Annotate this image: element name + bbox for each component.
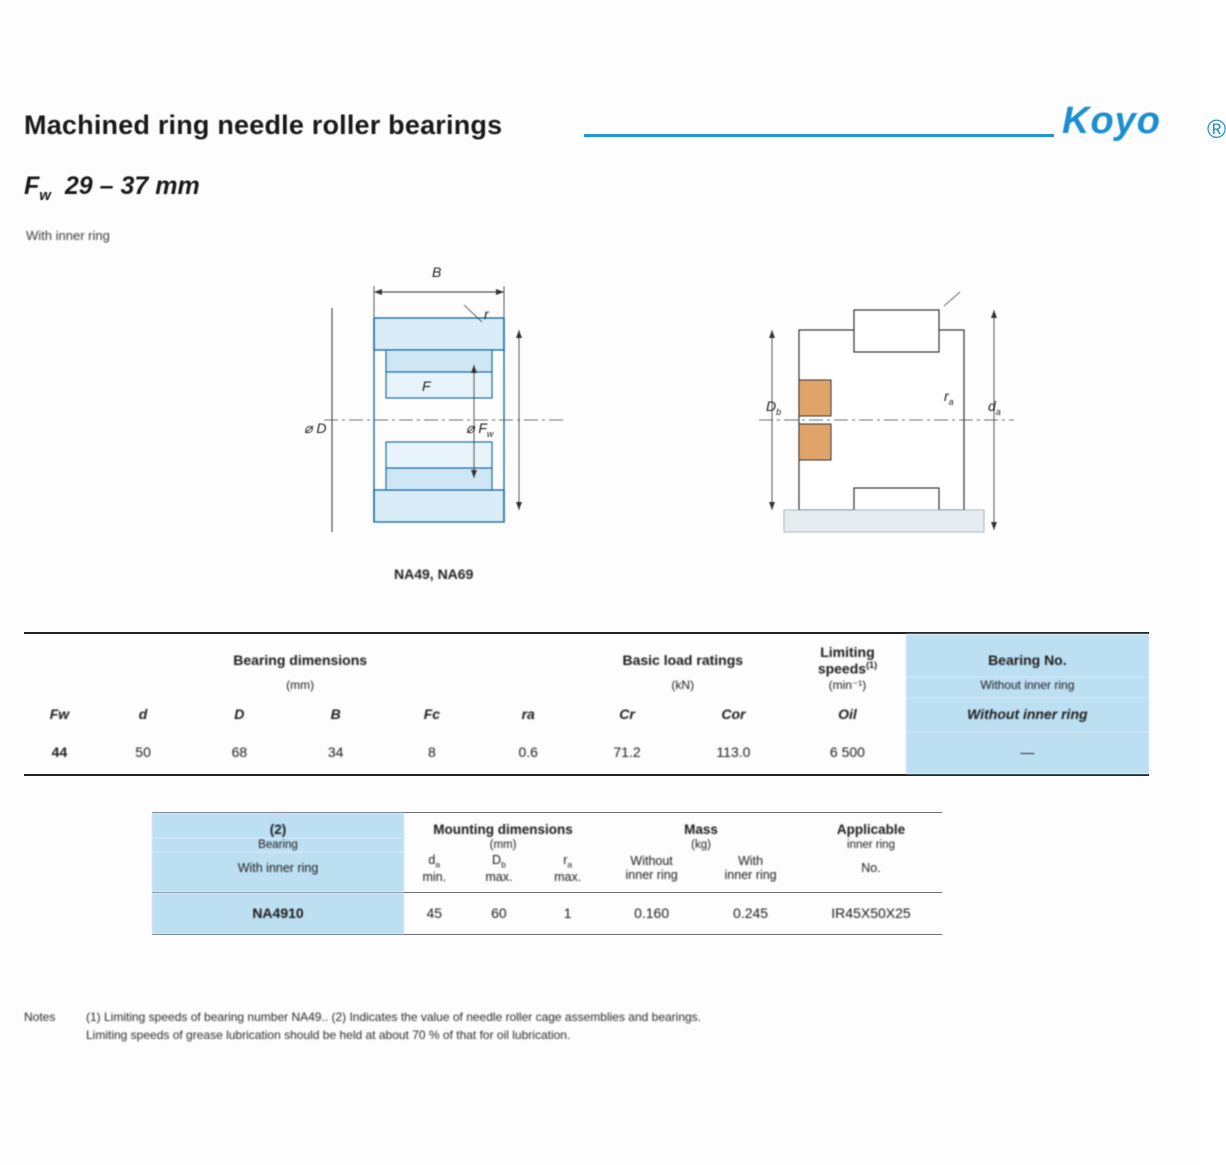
col-header-d: d [138,705,148,722]
footnotes [24,1008,1134,1044]
sub-cell-da: 45 [426,904,443,921]
sub-group-applicable-2: inner ring [847,839,895,851]
sub-cell-mass-without: 0.160 [634,904,670,921]
cell-fc: 8 [428,743,436,760]
label-bore-D: ⌀ D [304,420,327,436]
figure-caption: NA49, NA69 [394,566,474,582]
cell-bearing-no-without: — [906,732,1149,775]
subtitle-range: 29 – 37 mm [64,172,200,200]
table-group-header-row [24,633,1149,677]
footnote-line-2: Limiting speeds of grease lubrication should be held at about 70 % of that for oil lubrication. [86,1028,571,1042]
col-header-D: D [234,705,245,722]
group-unit-bearing-no: Without inner ring [906,677,1149,698]
sub-group-applicable-1: Applicable [836,822,906,837]
sub-col-header-bearing-with-inner-ring: With inner ring [152,852,404,892]
cell-cor: 113.0 [716,743,751,760]
header-note: With inner ring [26,228,110,243]
label-ra: $r_a$ [944,388,954,407]
technical-drawings [24,264,1176,610]
sub-col-header-da: $d_a$ min. [404,852,465,892]
label-width-B: B [432,264,442,280]
cell-ra: 0.6 [518,743,538,760]
cell-fw: 44 [51,743,68,760]
sub-cell-db: 60 [491,904,507,921]
table-row [24,732,1149,775]
brand-logo: Koyo [1062,100,1161,142]
group-header-load-ratings: Basic load ratings [622,652,744,669]
sub-column-header-row [152,852,942,892]
col-header-ra: ra [521,705,535,722]
group-header-limiting-speeds: Limiting speeds$^{(1)}$ [817,644,878,677]
sub-col-header-applicable-no: No. [800,852,942,892]
footnote-label: Notes [24,1010,56,1024]
subtitle [24,172,200,204]
label-da: $d_a$ [988,398,1001,417]
cell-D: 68 [231,743,248,760]
sub-cell-bearing-no: NA4910 [152,892,404,934]
sub-group-unit-mounting: (mm) [489,839,517,851]
group-unit-limiting-speeds: (min⁻¹) [828,677,867,692]
bearing-data-table [24,632,1149,776]
mounting-data-table [152,812,942,935]
header-divider-line [584,134,1054,137]
sub-table-row [152,892,942,934]
sub-col-header-ra: $r_a$ max. [533,852,602,892]
col-header-B: B [330,705,341,722]
sub-cell-mass-with: 0.245 [733,904,769,921]
sub-group-note: (2) [152,813,404,839]
mounting-dimensions-drawing [744,270,1024,600]
bearing-cross-section-drawing [304,264,574,600]
sub-col-header-mass-without: Without inner ring [602,852,701,892]
col-header-oil: Oil [838,705,857,722]
label-height-F: F [422,378,431,394]
group-unit-dimensions: (mm) [286,677,315,692]
group-header-bearing-no: Bearing No. [906,633,1149,677]
table-column-header-row [24,698,1149,732]
sub-group-mass: Mass [684,822,718,837]
sub-col-header-mass-with: With inner ring [701,852,800,892]
sub-cell-ra: 1 [563,904,572,921]
subtitle-symbol-subscript: w [39,187,51,204]
sub-group-unit-row [152,838,942,852]
col-header-without-inner-ring: Without inner ring [906,698,1149,732]
sub-group-label-bearing: Bearing [152,838,404,852]
cell-d: 50 [135,743,151,760]
sub-group-header-row [152,813,942,839]
footnote-line-1: Notes (1) Limiting speeds of bearing number NA49.. (2) Indicates the value of needle roller cage assemblies and bearings. [24,1010,702,1024]
sub-group-mounting: Mounting dimensions [433,822,573,837]
brand-trademark-icon: ® [1207,114,1226,144]
table-group-unit-row [24,677,1149,698]
col-header-cr: Cr [619,705,635,722]
subtitle-symbol: F [24,172,40,200]
label-Db: $D_b$ [766,398,782,417]
sub-group-unit-mass: (kg) [691,839,711,851]
cell-cr: 71.2 [613,743,641,760]
sub-col-header-db: $D_b$ max. [465,852,534,892]
cell-oil: 6 500 [829,743,865,760]
page-title: Machined ring needle roller bearings [24,110,503,140]
group-header-dimensions: Bearing dimensions [233,652,368,669]
sub-cell-applicable-inner-ring: IR45X50X25 [831,904,911,921]
group-unit-load-ratings: (kN) [671,677,695,692]
label-chamfer-r: r [484,306,489,322]
page-header [24,100,1226,170]
label-fw: ⌀ $F_w$ [466,420,494,439]
cell-B: 34 [327,743,344,760]
col-header-fc: Fc [423,705,441,722]
col-header-fw: Fw [49,705,70,722]
col-header-cor: Cor [721,705,746,722]
